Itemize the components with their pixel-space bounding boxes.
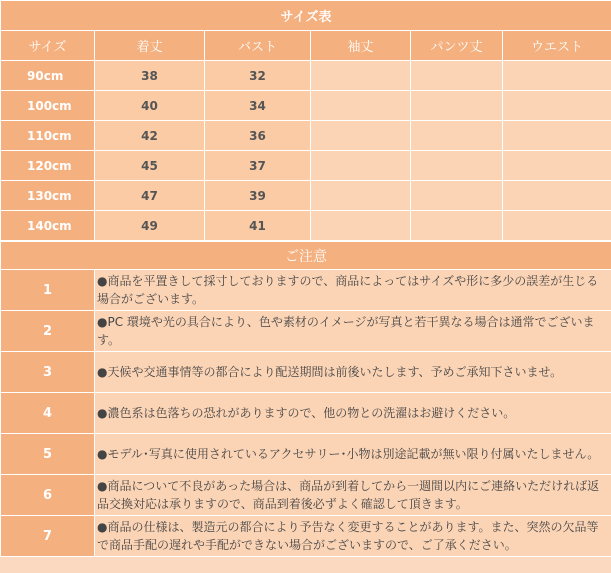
pants-value <box>411 91 503 121</box>
bust-value: 41 <box>205 211 311 241</box>
size-label: 130cm <box>1 181 95 211</box>
note-number: 4 <box>1 393 95 434</box>
size-label: 120cm <box>1 151 95 181</box>
pants-value <box>411 151 503 181</box>
bust-value: 39 <box>205 181 311 211</box>
waist-value <box>503 121 611 151</box>
size-label: 110cm <box>1 121 95 151</box>
header-pants: パンツ丈 <box>411 31 503 61</box>
pants-value <box>411 181 503 211</box>
table-row <box>1 121 611 151</box>
sleeve-value <box>311 151 411 181</box>
sleeve-value <box>311 91 411 121</box>
note-text: ●商品について不良があった場合は、商品が到着してから一週間以内にご連絡いただければ返品交換対応は承りますので、商品到着後必ずよく確認して頂きます。 <box>95 475 611 516</box>
note-number: 7 <box>1 516 95 557</box>
header-length: 着丈 <box>95 31 205 61</box>
note-number: 3 <box>1 352 95 393</box>
table-row <box>1 151 611 181</box>
length-value: 42 <box>95 121 205 151</box>
table-row <box>1 91 611 121</box>
note-text: ●商品を平置きして採寸しておりますので、商品によってはサイズや形に多少の誤差が生じる場合がございます。 <box>95 270 611 311</box>
notes-title: ご注意 <box>1 242 611 270</box>
sleeve-value <box>311 121 411 151</box>
waist-value <box>503 151 611 181</box>
table-row <box>1 211 611 241</box>
note-text: ●PC 環境や光の具合により、色や素材のイメージが写真と若干異なる場合は通常でございます。 <box>95 311 611 352</box>
size-table <box>0 0 611 241</box>
size-label: 90cm <box>1 61 95 91</box>
waist-value <box>503 211 611 241</box>
size-label: 100cm <box>1 91 95 121</box>
length-value: 47 <box>95 181 205 211</box>
waist-value <box>503 61 611 91</box>
sleeve-value <box>311 181 411 211</box>
bust-value: 32 <box>205 61 311 91</box>
note-text: ●天候や交通事情等の都合により配送期間は前後いたします、予めご承知下さいませ。 <box>95 352 611 393</box>
bust-value: 37 <box>205 151 311 181</box>
note-number: 6 <box>1 475 95 516</box>
length-value: 49 <box>95 211 205 241</box>
notes-table <box>0 241 611 557</box>
bust-value: 34 <box>205 91 311 121</box>
length-value: 40 <box>95 91 205 121</box>
table-row <box>1 181 611 211</box>
note-item <box>1 393 611 434</box>
header-bust: バスト <box>205 31 311 61</box>
sleeve-value <box>311 211 411 241</box>
pants-value <box>411 121 503 151</box>
note-number: 2 <box>1 311 95 352</box>
note-item <box>1 352 611 393</box>
size-label: 140cm <box>1 211 95 241</box>
header-sleeve: 袖丈 <box>311 31 411 61</box>
bust-value: 36 <box>205 121 311 151</box>
length-value: 38 <box>95 61 205 91</box>
note-text: ●モデル･写真に使用されているアクセサリー･小物は別途記載が無い限り付属いたしません。 <box>95 434 611 475</box>
table-row <box>1 61 611 91</box>
header-waist: ウエスト <box>503 31 611 61</box>
sleeve-value <box>311 61 411 91</box>
note-text: ●濃色系は色落ちの恐れがありますので、他の物との洗濯はお避けください。 <box>95 393 611 434</box>
note-item <box>1 475 611 516</box>
note-text: ●商品の仕様は、製造元の都合により予告なく変更することがあります。また、突然の欠品等で商品手配の遅れや手配ができない場合がございますので、ご了承ください。 <box>95 516 611 557</box>
size-table-title: サイズ表 <box>1 1 611 31</box>
waist-value <box>503 91 611 121</box>
length-value: 45 <box>95 151 205 181</box>
pants-value <box>411 61 503 91</box>
note-item <box>1 434 611 475</box>
waist-value <box>503 181 611 211</box>
header-size: サイズ <box>1 31 95 61</box>
note-number: 1 <box>1 270 95 311</box>
note-item <box>1 516 611 557</box>
pants-value <box>411 211 503 241</box>
note-item <box>1 270 611 311</box>
note-number: 5 <box>1 434 95 475</box>
note-item <box>1 311 611 352</box>
